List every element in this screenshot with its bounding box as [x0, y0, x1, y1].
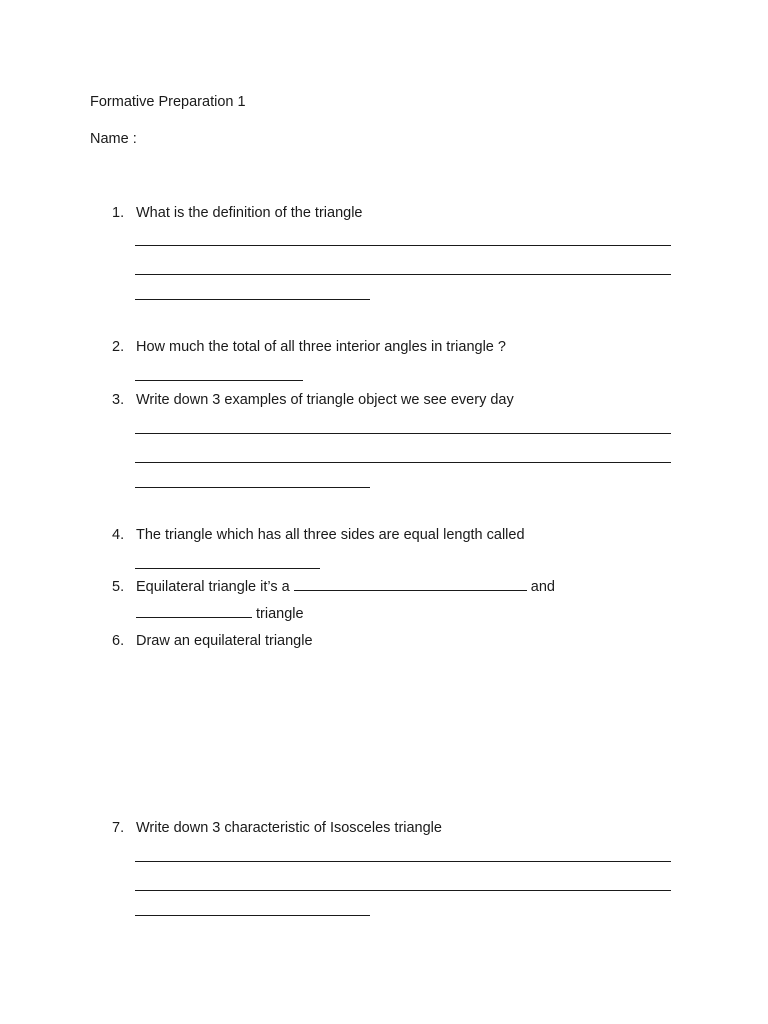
- question-5-text-middle: and: [530, 579, 555, 595]
- answer-line: [135, 433, 671, 434]
- name-label: Name :: [90, 131, 137, 147]
- answer-line: [135, 380, 303, 381]
- answer-blank: [136, 605, 252, 618]
- answer-line: [135, 462, 671, 463]
- answer-line: [135, 568, 320, 569]
- answer-line: [135, 890, 671, 891]
- question-2-text: How much the total of all three interior angles in triangle ?: [136, 339, 506, 355]
- question-5-text-before: Equilateral triangle it’s a: [136, 579, 290, 595]
- answer-blank: [294, 578, 527, 591]
- question-1-text: What is the definition of the triangle: [136, 205, 363, 221]
- question-7-number: 7.: [112, 820, 125, 836]
- answer-line: [135, 915, 370, 916]
- question-6-number: 6.: [112, 633, 125, 649]
- question-5-line-2: [136, 605, 304, 623]
- answer-line: [135, 487, 370, 488]
- question-5-number: 5.: [112, 579, 125, 595]
- answer-line: [135, 861, 671, 862]
- question-4-text: The triangle which has all three sides are equal length called: [136, 527, 525, 543]
- answer-line: [135, 299, 370, 300]
- question-3-text: Write down 3 examples of triangle object we see every day: [136, 392, 514, 408]
- question-7-text: Write down 3 characteristic of Isosceles triangle: [136, 820, 442, 836]
- question-5-line-1: [136, 578, 555, 596]
- question-3-number: 3.: [112, 392, 125, 408]
- question-2-number: 2.: [112, 339, 125, 355]
- question-1-number: 1.: [112, 205, 125, 221]
- worksheet-title: Formative Preparation 1: [90, 94, 246, 110]
- answer-line: [135, 245, 671, 246]
- question-5-text-after: triangle: [256, 606, 304, 622]
- answer-line: [135, 274, 671, 275]
- question-4-number: 4.: [112, 527, 125, 543]
- question-6-text: Draw an equilateral triangle: [136, 633, 313, 649]
